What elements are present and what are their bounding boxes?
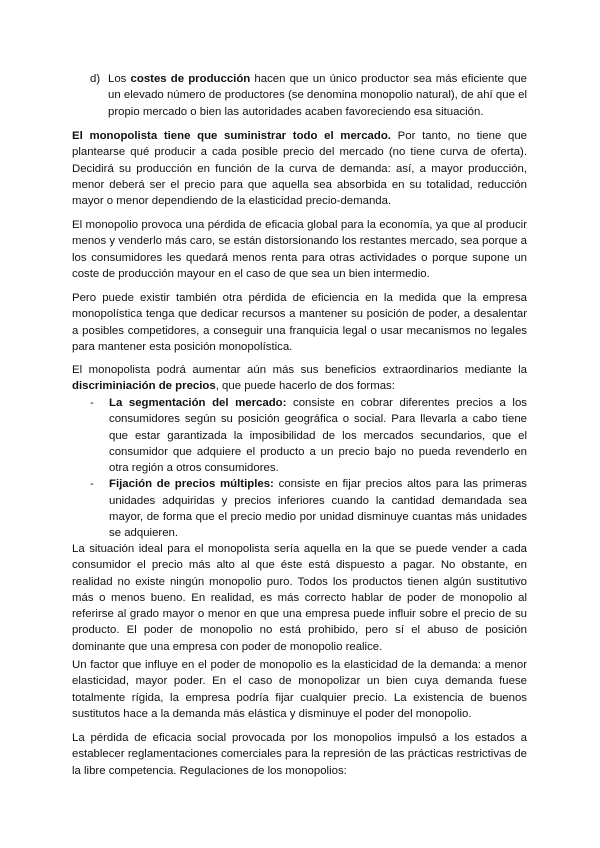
list-marker: d) (90, 73, 101, 85)
bold-term: Fijación de precios múltiples: (109, 478, 274, 491)
list-item-text: Los costes de producción hacen que un único productor sea más eficiente que un elevado número de productores (se denomina monopolio natural), de ahí que el propio mercado o bien las autoridades acaben favoreciendo esa situación. (108, 73, 528, 118)
bold-term: La segmentación del mercado: (109, 397, 287, 409)
paragraph-ideal-situation: La situación ideal para el monopolista sería aquella en la que se puede vender a cada consumidor el precio más alto al que éste está dispuesto a pagar. No obstante, en realidad no existe ningún monopolio puro. Todos los productos tienen algún sustitutivo más o menos bueno. En realidad, es más correcto hablar de poder de monopolio al referirse al grado mayor o menor en que una empresa puede influir sobre el precio de su producto. El poder de monopolio no está prohibido, pero sí el abuso de posición dominante que una empresa con poder de monopolio realice. (72, 543, 527, 653)
list-item-d (90, 71, 527, 120)
bullet-dash: - (90, 478, 94, 491)
bold-term: costes de producción (130, 73, 251, 85)
bullet-dash: - (90, 397, 94, 409)
paragraph-monopolist-supply: El monopolista tiene que suministrar todo el mercado. Por tanto, no tiene que plantearse qué producir a cada posible precio del mercado (no tiene curva de oferta). Decidirá su producción en función de la curva de demanda: así, a mayor producción, menor deberá ser el precio para que aquella sea absorbida en su totalidad, reducción mayor o menor dependiendo de la elasticidad precio-demanda. (72, 130, 527, 208)
paragraph-price-discrimination: El monopolista podrá aumentar aún más sus beneficios extraordinarios mediante la discriminiación de precios, que puede hacerlo de dos formas: (72, 364, 527, 393)
bold-term: discriminiación de precios (72, 380, 216, 393)
bullet-list (90, 395, 527, 542)
paragraph-other-loss: Pero puede existir también otra pérdida de eficiencia en la medida que la empresa monopolística tenga que dedicar recursos a mantener su posición de poder, a desalentar a posibles competidores, a conseguir una franquicia legal o usar mecanismos no legales para mantener esta posición monopolística. (72, 292, 527, 353)
bullet-item: - Fijación de precios múltiples: consiste en fijar precios altos para las primeras unidades adquiridas y precios inferiores cuando la cantidad demandada sea mayor, de forma que el precio medio por unidad disminuye cuantas más unidades se adquieren. (90, 478, 527, 540)
paragraph-regulation: La pérdida de eficacia social provocada por los monopolios impulsó a los estados a establecer reglamentaciones comerciales para la represión de las prácticas restrictivas de la libre competencia. Regulaciones de los monopolios: (72, 732, 527, 777)
paragraph-elasticity: Un factor que influye en el poder de monopolio es la elasticidad de la demanda: a menor elasticidad, mayor poder. En el caso de monopolizar un bien cuya demanda fuese totalmente rígida, la empresa podría fijar cualquier precio. La existencia de buenos sustitutos hace a la demanda más elástica y disminuye el poder del monopolio. (72, 659, 527, 720)
paragraph-efficiency-loss: El monopolio provoca una pérdida de eficacia global para la economía, ya que al producir menos y venderlo más caro, se están distorsionando los restantes mercado, sea porque a los consumidores les quedará menos renta para otras actividades o porque supone un coste de producción mayour en el caso de que sea un bien intermedio. (72, 219, 527, 280)
bold-lead: El monopolista tiene que suministrar todo el mercado. (72, 130, 391, 142)
bullet-item: - La segmentación del mercado: consiste en cobrar diferentes precios a los consumidores según su posición geográfica o social. Para llevarla a cabo tiene que estar garantizada la imposibilidad de los mercados secundarios, que el consumidor que adquiere el producto a un precio bajo no pueda revenderlo en otra región a otros consumidores. (90, 397, 527, 475)
